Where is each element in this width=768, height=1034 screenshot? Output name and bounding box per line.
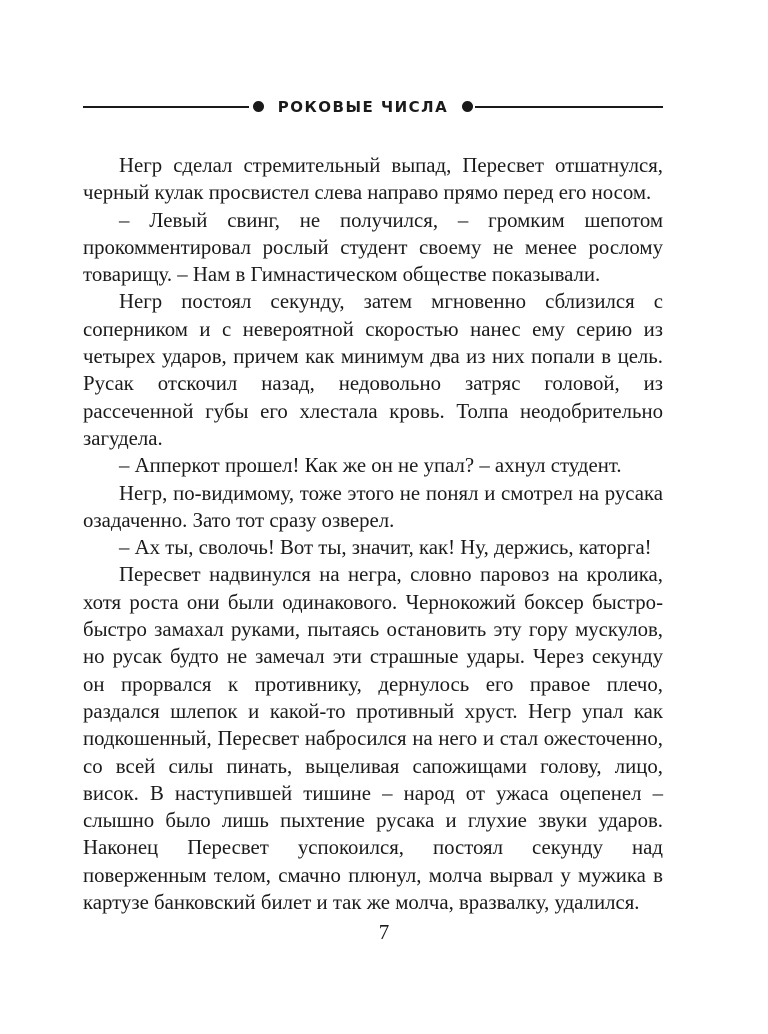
header-bullet-left <box>253 101 264 112</box>
paragraph: – Ах ты, сволочь! Вот ты, значит, как! Ну, держись, каторга! <box>119 536 652 560</box>
header-rule-left <box>83 106 249 108</box>
running-header <box>83 94 663 120</box>
running-title: РОКОВЫЕ ЧИСЛА <box>277 98 449 116</box>
body-text <box>83 152 663 916</box>
header-bullet-right <box>462 101 473 112</box>
paragraph: Негр, по-видимому, тоже этого не понял и смотрел на русака озадаченно. Зато тот сразу озверел. <box>83 481 663 532</box>
paragraph: Негр сделал стремительный выпад, Пересвет отшатнулся, черный кулак просвистел слева направо прямо перед его носом. <box>83 154 663 205</box>
paragraph: – Левый свинг, не получился, – громким шепотом прокомментировал рослый студент своему не менее рослому товарищу. – Нам в Гимнастическом обществе показывали. <box>83 208 663 287</box>
paragraph: – Апперкот прошел! Как же он не упал? – ахнул студент. <box>119 454 622 478</box>
paragraph: Негр постоял секунду, затем мгновенно сблизился с соперником и с невероятной скоростью нанес ему серию из четырех ударов, причем как минимум два из них попали в цель. Русак отскочил назад, недовольно затряс головой, из рассеченной губы его хлестала кровь. Толпа неодобрительно загудела. <box>83 290 663 450</box>
paragraph: Пересвет надвинулся на негра, словно паровоз на кролика, хотя роста они были одинакового. Чернокожий боксер быстро-быстро замахал руками, пытаясь остановить эту гору мускулов, но русак будто не замечал эти страшные удары. Через секунду он прорвался к противнику, дернулось его правое плечо, раздался шлепок и какой-то противный хруст. Негр упал как подкошенный, Пересвет набросился на него и стал ожесточенно, со всей силы пинать, выцеливая сапожищами голову, лицо, висок. В наступившей тишине – народ от ужаса оцепенел – слышно было лишь пыхтение русака и глухие звуки ударов. Наконец Пересвет успокоился, постоял секунду над поверженным телом, смачно плюнул, молча вырвал у мужика в картузе банковский билет и так же молча, вразвалку, удалился. <box>83 563 663 915</box>
header-rule-right <box>475 106 663 108</box>
page-number: 7 <box>378 920 390 944</box>
